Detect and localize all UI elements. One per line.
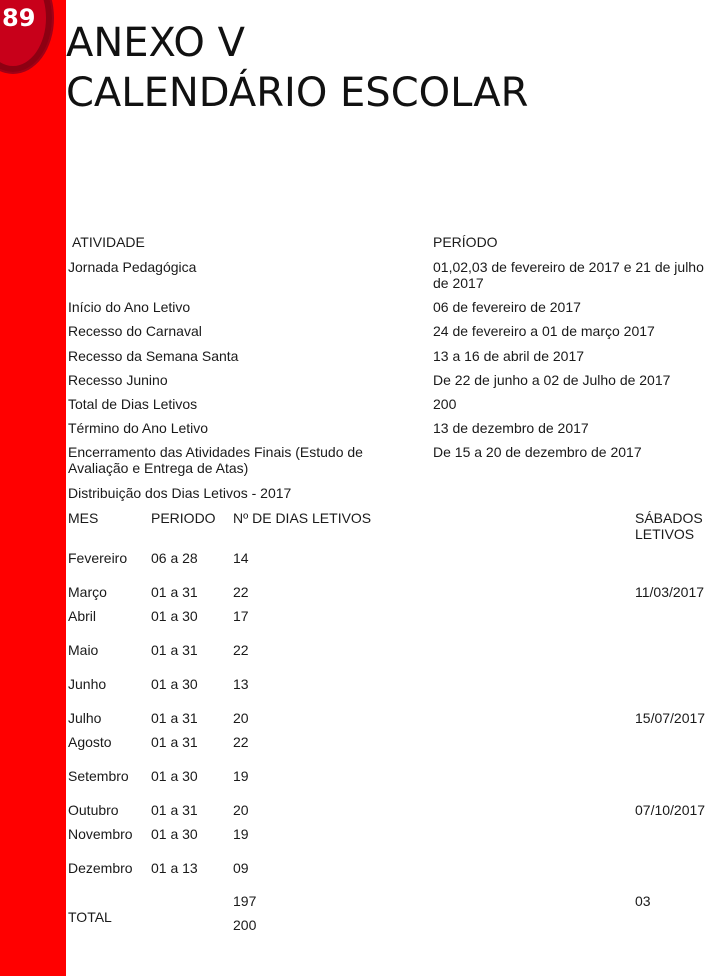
period-cell: 01 a 31	[151, 734, 198, 750]
period-cell: 01 a 13	[151, 860, 198, 876]
title-line-2: CALENDÁRIO ESCOLAR	[66, 70, 529, 116]
month-column-header: MES	[68, 510, 99, 526]
activity-cell: Término do Ano Letivo	[68, 420, 209, 436]
period-cell: De 22 de junho a 02 de Julho de 2017	[433, 372, 671, 388]
month-cell: Fevereiro	[68, 550, 128, 566]
period-cell: 06 de fevereiro de 2017	[433, 299, 581, 315]
page-title	[66, 18, 528, 118]
period-column-header: PERIODO	[151, 510, 216, 526]
days-cell: 20	[233, 802, 249, 818]
activity-cell: Recesso da Semana Santa	[68, 348, 239, 364]
days-cell: 20	[233, 710, 249, 726]
days-cell: 09	[233, 860, 249, 876]
period-cell: 01 a 30	[151, 826, 198, 842]
days-cell: 13	[233, 676, 249, 692]
month-cell: Junho	[68, 676, 107, 692]
month-cell: Outubro	[68, 802, 119, 818]
days-cell: 19	[233, 826, 249, 842]
activity-cell: Encerramento das Atividades Finais (Estudo de Avaliação e Entrega de Atas)	[68, 444, 363, 476]
month-cell: Setembro	[68, 768, 129, 784]
month-cell: Abril	[68, 608, 97, 624]
month-cell: Maio	[68, 642, 99, 658]
period-cell: 01,02,03 de fevereiro de 2017 e 21 de julho de 2017	[433, 259, 704, 291]
total-label: TOTAL	[68, 909, 112, 925]
red-side-bar	[0, 0, 66, 976]
days-cell: 19	[233, 768, 249, 784]
total-days: 197	[233, 893, 257, 909]
month-cell: Março	[68, 584, 107, 600]
days-cell: 22	[233, 584, 249, 600]
page-number: 89	[2, 4, 36, 32]
saturday-cell: 07/10/2017	[635, 802, 706, 818]
saturdays-column-header: SÁBADOS LETIVOS	[635, 510, 703, 542]
total-days-with-saturdays: 200	[233, 917, 257, 933]
period-cell: 200	[433, 396, 457, 412]
period-cell: 01 a 31	[151, 584, 198, 600]
period-cell: 01 a 30	[151, 676, 198, 692]
activity-column-header: ATIVIDADE	[72, 234, 145, 250]
activity-cell: Recesso Junino	[68, 372, 168, 388]
period-cell: De 15 a 20 de dezembro de 2017	[433, 444, 642, 460]
period-cell: 01 a 31	[151, 802, 198, 818]
title-line-1: ANEXO V	[66, 20, 245, 66]
period-cell: 13 a 16 de abril de 2017	[433, 348, 585, 364]
activity-cell: Jornada Pedagógica	[68, 259, 197, 275]
days-cell: 14	[233, 550, 249, 566]
period-cell: 01 a 30	[151, 768, 198, 784]
period-cell: 01 a 31	[151, 710, 198, 726]
period-column-header: PERÍODO	[433, 234, 498, 250]
days-cell: 22	[233, 642, 249, 658]
distribution-title: Distribuição dos Dias Letivos - 2017	[68, 485, 292, 501]
period-cell: 01 a 31	[151, 642, 198, 658]
period-cell: 24 de fevereiro a 01 de março 2017	[433, 323, 655, 339]
saturday-cell: 15/07/2017	[635, 710, 706, 726]
month-cell: Agosto	[68, 734, 112, 750]
month-cell: Dezembro	[68, 860, 133, 876]
month-cell: Novembro	[68, 826, 133, 842]
days-column-header: Nº DE DIAS LETIVOS	[233, 510, 372, 526]
total-saturdays: 03	[635, 893, 651, 909]
period-cell: 06 a 28	[151, 550, 198, 566]
saturday-cell: 11/03/2017	[635, 584, 705, 600]
activity-cell: Recesso do Carnaval	[68, 323, 202, 339]
activity-cell: Total de Dias Letivos	[68, 396, 198, 412]
period-cell: 13 de dezembro de 2017	[433, 420, 589, 436]
activity-cell: Início do Ano Letivo	[68, 299, 191, 315]
period-cell: 01 a 30	[151, 608, 198, 624]
days-cell: 22	[233, 734, 249, 750]
days-cell: 17	[233, 608, 249, 624]
month-cell: Julho	[68, 710, 102, 726]
